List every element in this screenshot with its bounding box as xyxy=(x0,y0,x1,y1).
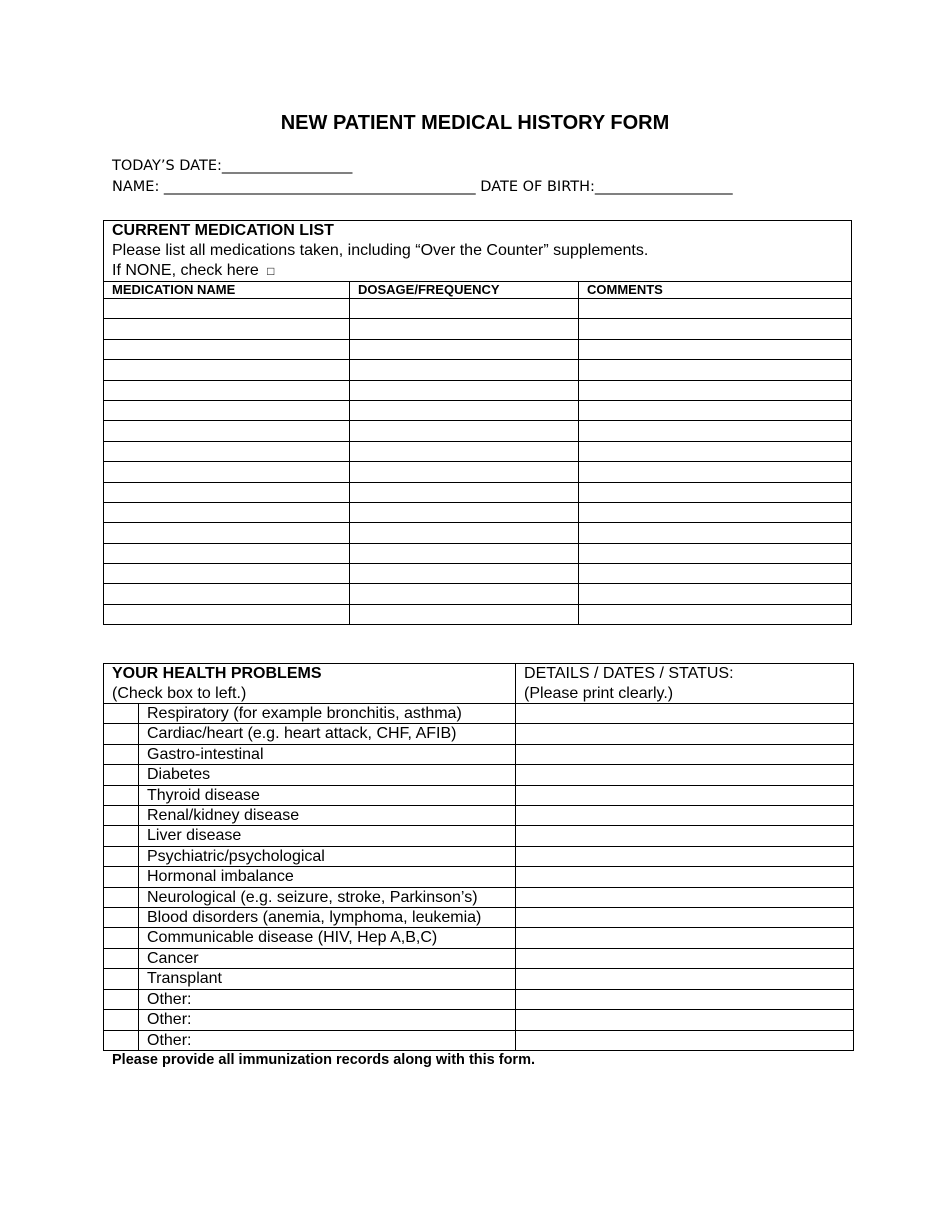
health-problem-row xyxy=(104,785,854,805)
medication-name-cell[interactable] xyxy=(104,380,350,400)
health-problem-details-cell[interactable] xyxy=(516,867,854,887)
medication-row xyxy=(104,543,852,563)
health-problem-label: Hormonal imbalance xyxy=(139,867,516,887)
comments-cell[interactable] xyxy=(579,502,852,522)
comments-cell[interactable] xyxy=(579,360,852,380)
medication-row xyxy=(104,400,852,420)
medication-name-cell[interactable] xyxy=(104,482,350,502)
medication-row xyxy=(104,421,852,441)
health-problem-label: Respiratory (for example bronchitis, asthma) xyxy=(139,704,516,724)
health-problem-row xyxy=(104,908,854,928)
health-problem-checkbox[interactable] xyxy=(104,744,139,764)
dosage-frequency-cell[interactable] xyxy=(350,299,579,319)
comments-cell[interactable] xyxy=(579,543,852,563)
medication-row xyxy=(104,584,852,604)
dosage-frequency-cell[interactable] xyxy=(350,482,579,502)
medication-name-cell[interactable] xyxy=(104,462,350,482)
dosage-frequency-cell[interactable] xyxy=(350,441,579,461)
medication-row xyxy=(104,564,852,584)
health-problems-header xyxy=(104,664,854,704)
health-problem-label: Cardiac/heart (e.g. heart attack, CHF, AFIB) xyxy=(139,724,516,744)
column-header-dosage-frequency: DOSAGE/FREQUENCY xyxy=(350,282,579,299)
medication-row xyxy=(104,523,852,543)
health-problem-checkbox[interactable] xyxy=(104,908,139,928)
comments-cell[interactable] xyxy=(579,523,852,543)
medication-instructions: Please list all medications taken, including “Over the Counter” supplements. xyxy=(112,242,649,259)
health-problem-details-cell[interactable] xyxy=(516,887,854,907)
medication-row xyxy=(104,360,852,380)
medication-name-cell[interactable] xyxy=(104,441,350,461)
health-problem-details-cell[interactable] xyxy=(516,744,854,764)
details-subtitle: (Please print clearly.) xyxy=(524,684,674,702)
health-problem-label: Cancer xyxy=(139,948,516,968)
health-problem-details-cell[interactable] xyxy=(516,948,854,968)
dosage-frequency-cell[interactable] xyxy=(350,502,579,522)
comments-cell[interactable] xyxy=(579,380,852,400)
health-problems-title: YOUR HEALTH PROBLEMS xyxy=(112,665,322,682)
comments-cell[interactable] xyxy=(579,564,852,584)
medication-name-cell[interactable] xyxy=(104,523,350,543)
medication-table xyxy=(103,220,852,625)
health-problem-row xyxy=(104,765,854,785)
medication-name-cell[interactable] xyxy=(104,299,350,319)
medication-row xyxy=(104,482,852,502)
comments-cell[interactable] xyxy=(579,462,852,482)
health-problem-details-cell[interactable] xyxy=(516,724,854,744)
comments-cell[interactable] xyxy=(579,421,852,441)
health-problem-row xyxy=(104,704,854,724)
health-problem-checkbox[interactable] xyxy=(104,846,139,866)
health-problem-row xyxy=(104,928,854,948)
medication-name-cell[interactable] xyxy=(104,400,350,420)
health-problems-title-cell xyxy=(104,664,516,704)
medication-name-cell[interactable] xyxy=(104,421,350,441)
health-problem-details-cell[interactable] xyxy=(516,908,854,928)
health-problem-label: Diabetes xyxy=(139,765,516,785)
none-label: If NONE, check here xyxy=(112,262,259,279)
form-title: NEW PATIENT MEDICAL HISTORY FORM xyxy=(280,112,670,134)
health-problem-checkbox[interactable] xyxy=(104,1030,139,1050)
health-problem-label: Liver disease xyxy=(139,826,516,846)
medication-name-cell[interactable] xyxy=(104,339,350,359)
health-problem-checkbox[interactable] xyxy=(104,1010,139,1030)
health-problem-row xyxy=(104,806,854,826)
health-problem-label: Other: xyxy=(139,989,516,1009)
medication-name-cell[interactable] xyxy=(104,543,350,563)
health-problem-details-cell[interactable] xyxy=(516,826,854,846)
health-problem-details-cell[interactable] xyxy=(516,704,854,724)
medication-name-cell[interactable] xyxy=(104,604,350,624)
medication-row xyxy=(104,319,852,339)
health-problem-label: Gastro-intestinal xyxy=(139,744,516,764)
health-problem-details-cell[interactable] xyxy=(516,928,854,948)
health-problem-row xyxy=(104,969,854,989)
health-problem-row xyxy=(104,826,854,846)
health-problem-checkbox[interactable] xyxy=(104,785,139,805)
medication-name-cell[interactable] xyxy=(104,319,350,339)
health-problem-checkbox[interactable] xyxy=(104,867,139,887)
medication-row xyxy=(104,502,852,522)
dosage-frequency-cell[interactable] xyxy=(350,400,579,420)
details-header-cell xyxy=(516,664,854,704)
health-problem-details-cell[interactable] xyxy=(516,846,854,866)
details-title: DETAILS / DATES / STATUS: xyxy=(524,665,734,682)
dosage-frequency-cell[interactable] xyxy=(350,523,579,543)
comments-cell[interactable] xyxy=(579,482,852,502)
health-problem-row xyxy=(104,1030,854,1050)
comments-cell[interactable] xyxy=(579,339,852,359)
health-problem-label: Neurological (e.g. seizure, stroke, Parkinson’s) xyxy=(139,887,516,907)
health-problem-row xyxy=(104,724,854,744)
dosage-frequency-cell[interactable] xyxy=(350,462,579,482)
health-problem-checkbox[interactable] xyxy=(104,806,139,826)
health-problem-details-cell[interactable] xyxy=(516,969,854,989)
health-problem-row xyxy=(104,846,854,866)
health-problem-details-cell[interactable] xyxy=(516,785,854,805)
todays-date-field[interactable]: TODAY’S DATE:__________________ xyxy=(112,158,353,174)
health-problem-label: Renal/kidney disease xyxy=(139,806,516,826)
medication-row xyxy=(104,462,852,482)
health-problem-row xyxy=(104,948,854,968)
health-problem-details-cell[interactable] xyxy=(516,806,854,826)
health-problem-checkbox[interactable] xyxy=(104,724,139,744)
health-problem-row xyxy=(104,989,854,1009)
none-checkbox[interactable]: □ xyxy=(267,264,275,278)
comments-cell[interactable] xyxy=(579,299,852,319)
dosage-frequency-cell[interactable] xyxy=(350,604,579,624)
medication-row xyxy=(104,299,852,319)
comments-cell[interactable] xyxy=(579,604,852,624)
health-problem-details-cell[interactable] xyxy=(516,1010,854,1030)
health-problems-table xyxy=(103,663,854,1051)
dosage-frequency-cell[interactable] xyxy=(350,584,579,604)
medication-name-cell[interactable] xyxy=(104,584,350,604)
health-problem-label: Blood disorders (anemia, lymphoma, leukemia) xyxy=(139,908,516,928)
health-problem-label: Communicable disease (HIV, Hep A,B,C) xyxy=(139,928,516,948)
dosage-frequency-cell[interactable] xyxy=(350,380,579,400)
health-problem-row xyxy=(104,867,854,887)
health-problem-checkbox[interactable] xyxy=(104,826,139,846)
health-problem-row xyxy=(104,744,854,764)
health-problem-label: Other: xyxy=(139,1010,516,1030)
health-problem-details-cell[interactable] xyxy=(516,765,854,785)
dosage-frequency-cell[interactable] xyxy=(350,564,579,584)
comments-cell[interactable] xyxy=(579,584,852,604)
medication-name-cell[interactable] xyxy=(104,564,350,584)
name-dob-field[interactable]: NAME: ___________________________________________ DATE OF BIRTH:___________________ xyxy=(112,179,733,195)
dosage-frequency-cell[interactable] xyxy=(350,319,579,339)
health-problem-checkbox[interactable] xyxy=(104,704,139,724)
dosage-frequency-cell[interactable] xyxy=(350,543,579,563)
medication-section-header xyxy=(104,221,852,282)
medication-row xyxy=(104,441,852,461)
health-problems-subtitle: (Check box to left.) xyxy=(112,684,247,702)
health-problem-row xyxy=(104,887,854,907)
dosage-frequency-cell[interactable] xyxy=(350,339,579,359)
health-problem-checkbox[interactable] xyxy=(104,928,139,948)
health-problem-checkbox[interactable] xyxy=(104,887,139,907)
dosage-frequency-cell[interactable] xyxy=(350,421,579,441)
health-problem-details-cell[interactable] xyxy=(516,989,854,1009)
comments-cell[interactable] xyxy=(579,319,852,339)
health-problem-checkbox[interactable] xyxy=(104,948,139,968)
medication-name-cell[interactable] xyxy=(104,360,350,380)
none-option xyxy=(112,261,843,281)
column-header-medication-name: MEDICATION NAME xyxy=(104,282,350,299)
comments-cell[interactable] xyxy=(579,400,852,420)
dosage-frequency-cell[interactable] xyxy=(350,360,579,380)
health-problem-label: Other: xyxy=(139,1030,516,1050)
health-problem-row xyxy=(104,1010,854,1030)
health-problem-label: Thyroid disease xyxy=(139,785,516,805)
health-problem-label: Psychiatric/psychological xyxy=(139,846,516,866)
health-problem-checkbox[interactable] xyxy=(104,969,139,989)
health-problem-label: Transplant xyxy=(139,969,516,989)
medication-column-headers xyxy=(104,282,852,299)
column-header-comments: COMMENTS xyxy=(579,282,852,299)
medication-name-cell[interactable] xyxy=(104,502,350,522)
health-problem-checkbox[interactable] xyxy=(104,765,139,785)
medication-section-title: CURRENT MEDICATION LIST xyxy=(112,222,334,239)
medication-row xyxy=(104,380,852,400)
health-problem-checkbox[interactable] xyxy=(104,989,139,1009)
health-problem-details-cell[interactable] xyxy=(516,1030,854,1050)
immunization-note: Please provide all immunization records along with this form. xyxy=(112,1052,535,1068)
medication-row xyxy=(104,604,852,624)
medication-row xyxy=(104,339,852,359)
comments-cell[interactable] xyxy=(579,441,852,461)
